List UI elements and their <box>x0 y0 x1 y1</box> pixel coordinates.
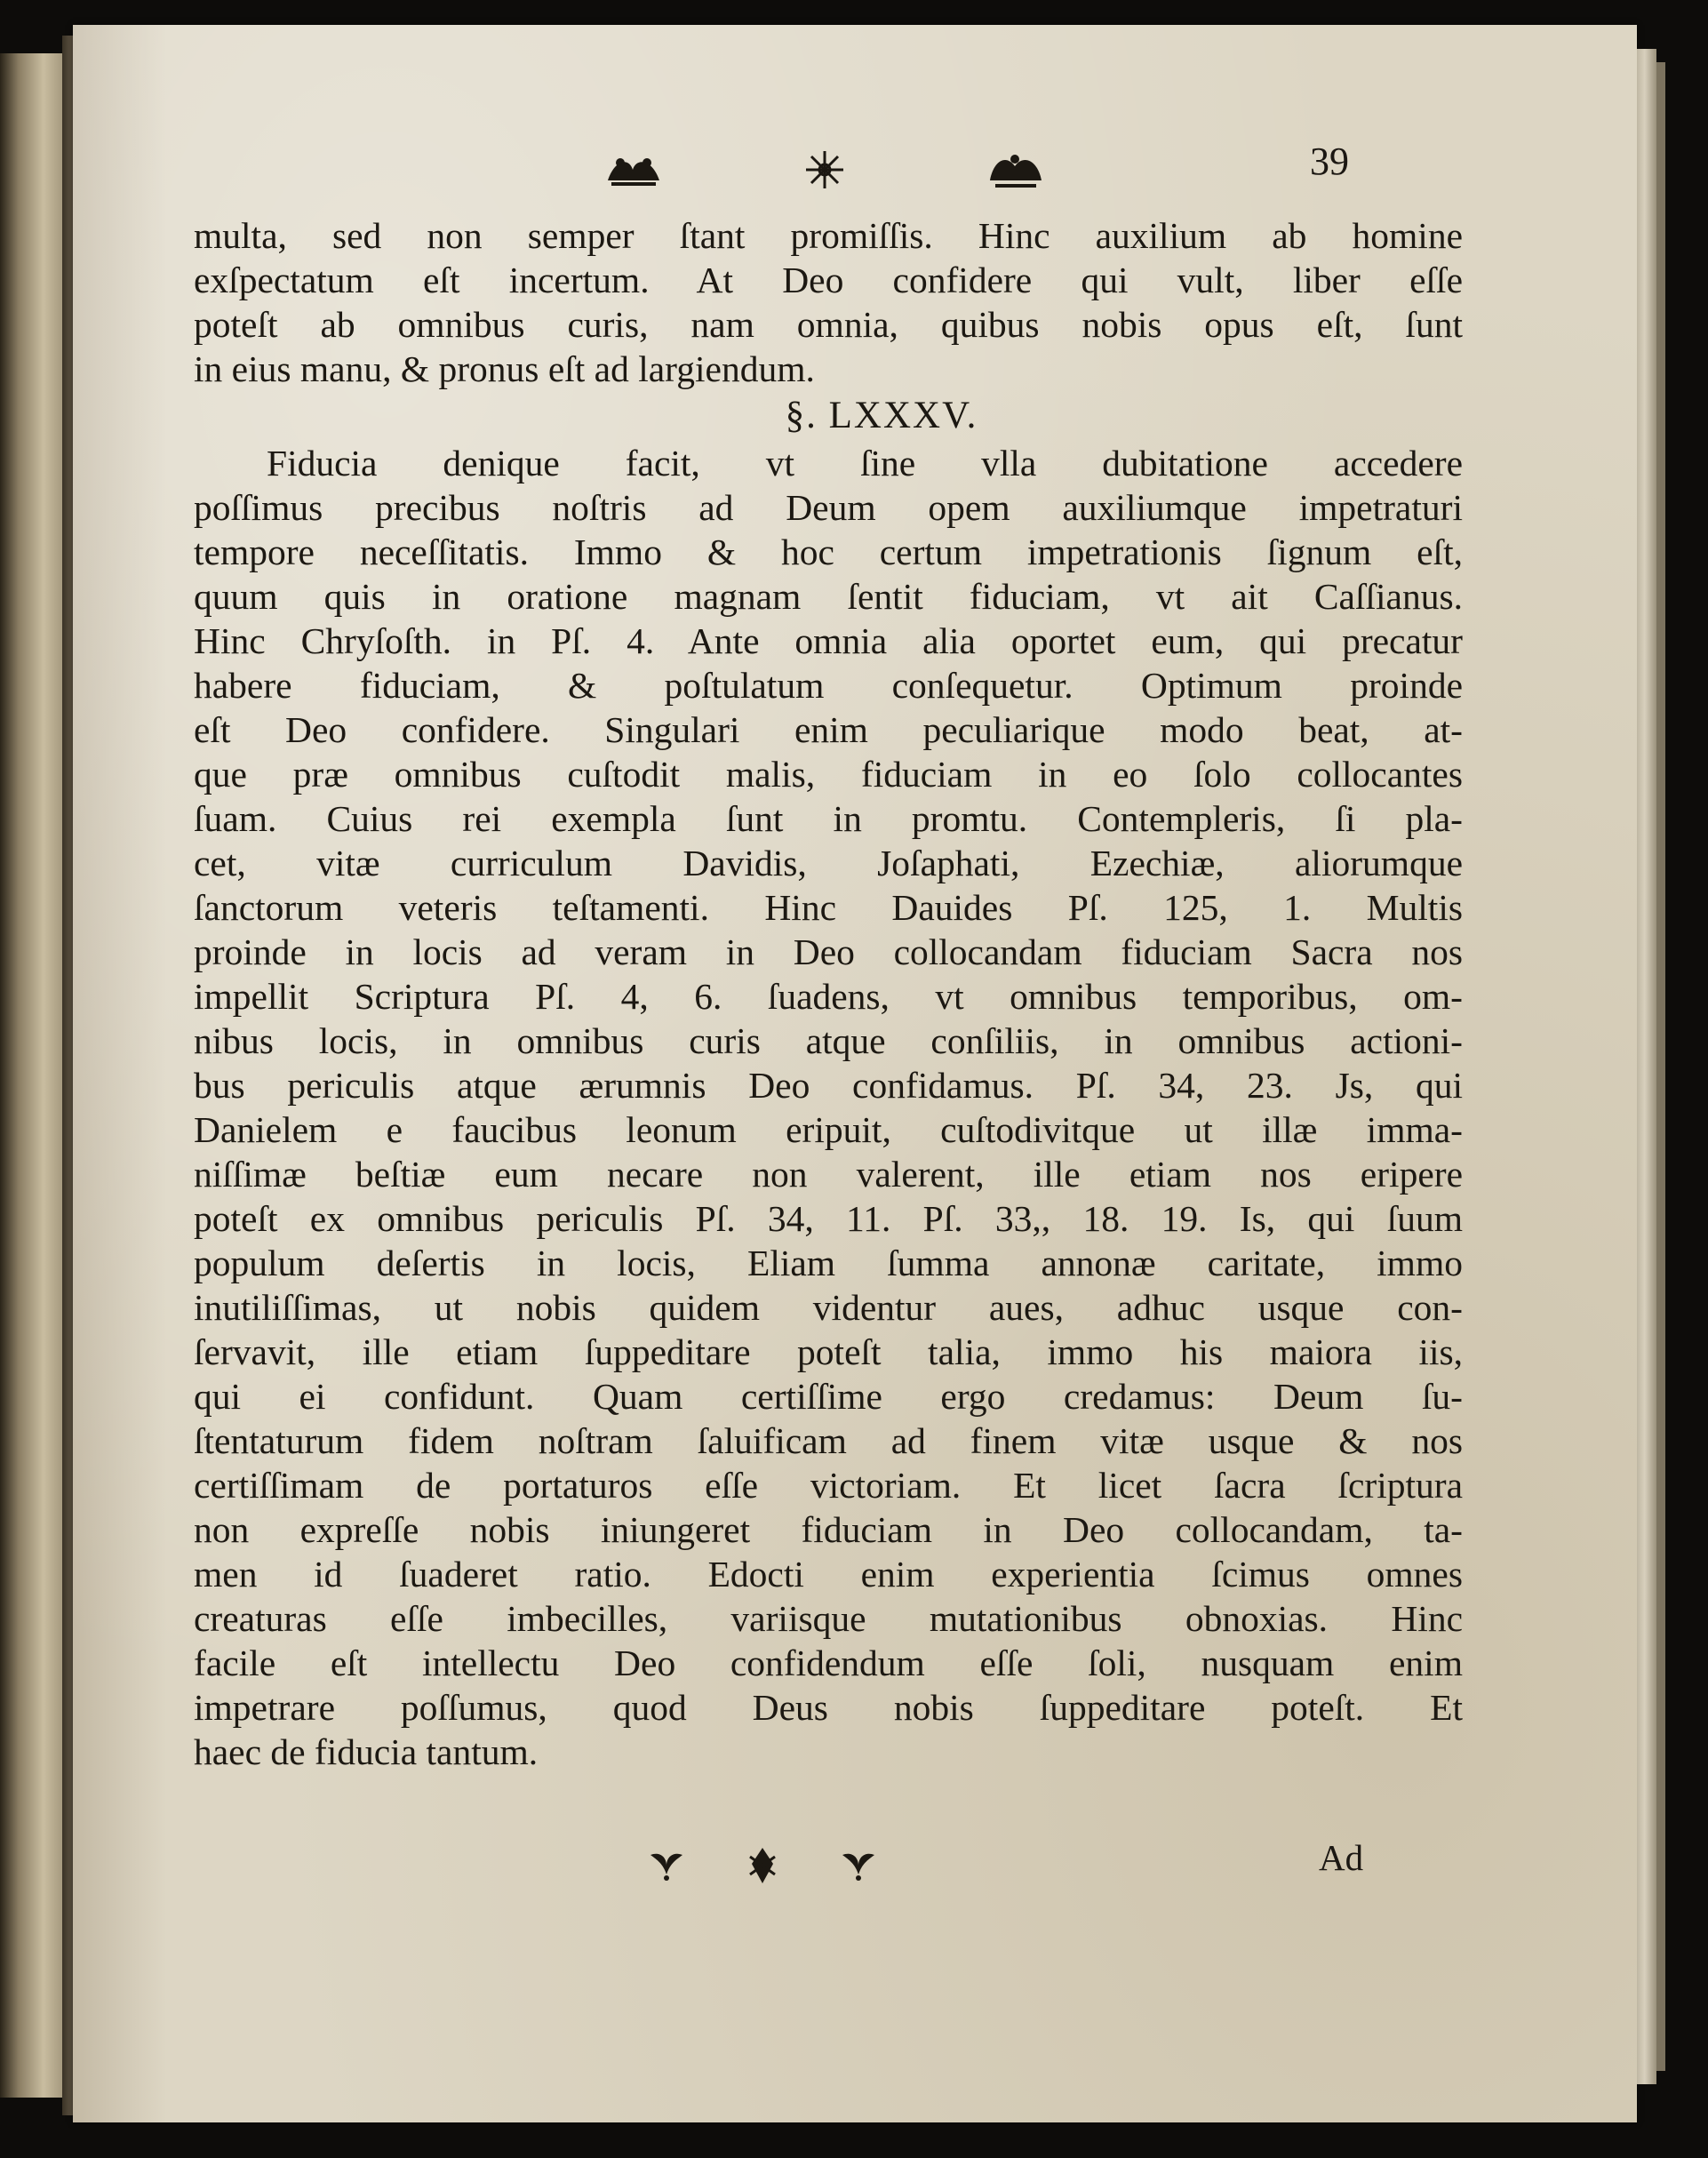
text-line: cet, vitæ curriculum Davidis, Joſaphati, Ezechiæ, aliorumque <box>194 843 1463 883</box>
text-line: poſſimus precibus noſtris ad Deum opem auxiliumque impetraturi <box>194 487 1463 528</box>
text-line: facile eſt intellectu Deo confidendum eſſe ſoli, nusquam enim <box>194 1642 1463 1683</box>
paragraph-1 <box>194 213 1463 391</box>
text-line: quum quis in oratione magnam ſentit fiduciam, vt ait Caſſianus. <box>194 576 1463 617</box>
text-line: poteſt ex omnibus periculis Pſ. 34, 11. Pſ. 33,, 18. 19. Is, qui ſuum <box>194 1198 1463 1239</box>
text-line: impetrare poſſumus, quod Deus nobis ſuppeditare poteſt. Et <box>194 1687 1463 1728</box>
text-line: Hinc Chryſoſth. in Pſ. 4. Ante omnia alia oportet eum, qui precatur <box>194 620 1463 661</box>
book-page <box>73 25 1637 2122</box>
text-line: certiſſimam de portaturos eſſe victoriam. Et licet ſacra ſcriptura <box>194 1465 1463 1506</box>
body-text <box>194 213 1463 1774</box>
page-number: 39 <box>1310 140 1349 183</box>
page-header <box>73 139 1637 201</box>
fleuron-center-icon <box>746 1846 778 1885</box>
text-line: ſervavit, ille etiam ſuppeditare poteſt talia, immo his maiora iis, <box>194 1331 1463 1372</box>
floral-ornament-right-icon <box>985 150 1047 189</box>
text-line: tempore neceſſitatis. Immo & hoc certum impetrationis ſignum eſt, <box>194 532 1463 572</box>
text-line: que præ omnibus cuſtodit malis, fiduciam in eo ſolo collocantes <box>194 754 1463 795</box>
star-flower-ornament-icon <box>802 148 847 192</box>
text-line: bus periculis atque ærumnis Deo confidamus. Pſ. 34, 23. Js, qui <box>194 1065 1463 1106</box>
section-heading: §. LXXXV. <box>785 395 978 436</box>
text-line: ſanctorum veteris teſtamenti. Hinc Dauides Pſ. 125, 1. Multis <box>194 887 1463 928</box>
text-line: qui ei confidunt. Quam certiſſime ergo credamus: Deum ſu- <box>194 1376 1463 1417</box>
text-line: Danielem e faucibus leonum eripuit, cuſtodivitque ut illæ imma- <box>194 1109 1463 1150</box>
text-line: ſtentaturum fidem noſtram ſaluificam ad finem vitæ usque & nos <box>194 1420 1463 1461</box>
text-line: men id ſuaderet ratio. Edocti enim experientia ſcimus omnes <box>194 1554 1463 1595</box>
text-line: impellit Scriptura Pſ. 4, 6. ſuadens, vt omnibus temporibus, om- <box>194 976 1463 1017</box>
paragraph-2 <box>194 441 1463 1774</box>
text-line: Fiducia denique facit, vt ſine vlla dubitatione accedere <box>267 443 1463 484</box>
header-ornaments <box>603 139 1047 201</box>
page-edge <box>1637 49 1656 2084</box>
page-edge-shadow <box>1656 62 1665 2071</box>
text-line: niſſimæ beſtiæ eum necare non valerent, ille etiam nos eripere <box>194 1154 1463 1195</box>
text-line: eſt Deo confidere. Singulari enim peculiarique modo beat, at- <box>194 709 1463 750</box>
page-footer <box>73 1836 1637 1890</box>
text-line: multa, sed non semper ſtant promiſſis. Hinc auxilium ab homine <box>194 215 1463 256</box>
book-spine <box>0 53 62 2098</box>
text-line: exſpectatum eſt incertum. At Deo confidere qui vult, liber eſſe <box>194 260 1463 300</box>
text-line: haec de fiducia tantum. <box>194 1731 539 1772</box>
text-line: non expreſſe nobis iniungeret fiduciam in Deo collocandam, ta- <box>194 1509 1463 1550</box>
catchword: Ad <box>1319 1837 1364 1878</box>
fleuron-left-icon <box>647 1848 686 1883</box>
floral-ornament-left-icon <box>603 150 665 189</box>
fleuron-right-icon <box>839 1848 878 1883</box>
footer-ornaments <box>647 1843 878 1888</box>
text-line: creaturas eſſe imbecilles, variisque mutationibus obnoxias. Hinc <box>194 1598 1463 1639</box>
text-line: habere fiduciam, & poſtulatum conſequetur. Optimum proinde <box>194 665 1463 706</box>
text-line: populum deſertis in locis, Eliam ſumma annonæ caritate, immo <box>194 1243 1463 1283</box>
text-line: inutiliſſimas, ut nobis quidem videntur aues, adhuc usque con- <box>194 1287 1463 1328</box>
text-line: ſuam. Cuius rei exempla ſunt in promtu. Contempleris, ſi pla- <box>194 798 1463 839</box>
text-line: in eius manu, & pronus eſt ad largiendum. <box>194 348 815 389</box>
text-line: poteſt ab omnibus curis, nam omnia, quibus nobis opus eſt, ſunt <box>194 304 1463 345</box>
text-line: proinde in locis ad veram in Deo collocandam fiduciam Sacra nos <box>194 931 1463 972</box>
text-line: nibus locis, in omnibus curis atque conſiliis, in omnibus actioni- <box>194 1020 1463 1061</box>
